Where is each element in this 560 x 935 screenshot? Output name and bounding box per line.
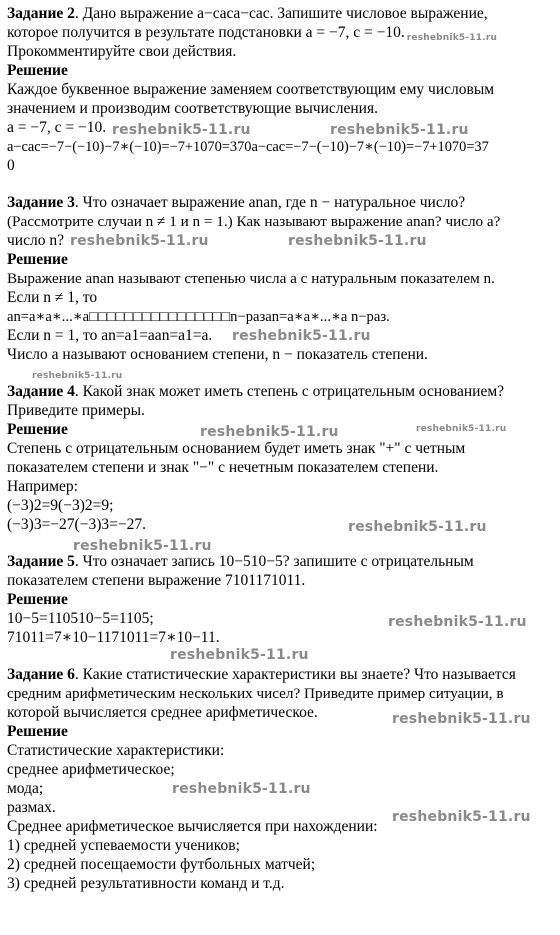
watermark: reshebnik5-11.ru [32, 371, 123, 381]
formula-line: 71011=7∗10−1171011=7∗10−11. [7, 629, 220, 646]
watermark: reshebnik5-11.ru [416, 424, 507, 434]
list-item: 1) средней успеваемости учеников; [7, 837, 240, 854]
text-line: Например: [7, 478, 78, 495]
task-3-heading: Задание 3. Что означает выражение anan, где n − натуральное число? [7, 194, 466, 211]
text-line: средним арифметическим нескольких чисел? Приведите пример ситуации, в [7, 685, 504, 702]
text-line: 0 [7, 157, 15, 174]
watermark: reshebnik5-11.ru [70, 233, 209, 249]
text-line: a = −7, c = −10. [7, 119, 107, 136]
list-item: 2) средней посещаемости футбольных матчей; [7, 856, 316, 873]
text-line: Каждое буквенное выражение заменяем соответствующим ему числовым [7, 81, 495, 98]
formula-line: (−3)3=−27(−3)3=−27. [7, 516, 146, 533]
solution-label: Решение [7, 591, 68, 608]
task-5-heading: Задание 5. Что означает запись 10−510−5? запишите с отрицательным [7, 553, 474, 570]
text-line: Если n = 1, то an=a1=aan=a1=a. [7, 327, 213, 344]
watermark: reshebnik5-11.ru [330, 122, 469, 138]
text-line: число n? [7, 232, 64, 249]
formula-line: an=a∗a∗...∗a□□□□□□□□□□□□□□□□n−разan=a∗a∗...∗a n−раз. [7, 309, 390, 325]
text-line: значением и производим соответствующие вычисления. [7, 100, 378, 117]
formula-line: a−cac=−7−(−10)−7∗(−10)=−7+1070=370a−cac=−7−(−10)−7∗(−10)=−7+1070=37 [7, 139, 489, 155]
text-line: (Рассмотрите случаи n ≠ 1 и n = 1.) Как называют выражение anan? число a? [7, 213, 501, 230]
text-line: Степень с отрицательным основанием будет иметь знак "+" с четным [7, 440, 466, 457]
formula-line: 10−5=110510−5=1105; [7, 610, 154, 627]
list-item: среднее арифметическое; [7, 761, 175, 778]
watermark: reshebnik5-11.ru [348, 519, 487, 535]
watermark: reshebnik5-11.ru [406, 33, 498, 43]
task-6-heading: Задание 6. Какие статистические характеристики вы знаете? Что называется [7, 666, 516, 683]
list-item: размах. [7, 799, 56, 816]
watermark: reshebnik5-11.ru [392, 809, 531, 825]
text-line: Приведите примеры. [7, 402, 145, 419]
text-line: Выражение anan называют степенью числа a с натуральным показателем n. [7, 270, 495, 287]
text-line: которое получится в результате подстановки a = −7, c = −10. reshebnik5-11.ru [7, 24, 498, 43]
text-line: Среднее арифметическое вычисляется при нахождении: [7, 818, 378, 835]
text-line: Прокомментируйте свои действия. [7, 43, 237, 60]
text-line: показателем степени и знак "−" с нечетным показателем степени. [7, 459, 439, 476]
solution-label: Решение [7, 62, 68, 79]
text-line: Число a называют основанием степени, n − показатель степени. [7, 346, 428, 363]
solution-label: Решение [7, 723, 68, 740]
watermark: reshebnik5-11.ru [200, 424, 339, 440]
watermark: reshebnik5-11.ru [288, 233, 427, 249]
watermark: reshebnik5-11.ru [73, 538, 212, 554]
task-4-heading: Задание 4. Какой знак может иметь степень с отрицательным основанием? [7, 383, 505, 400]
text-line: показателем степени выражение 7101171011. [7, 572, 306, 589]
list-item: Статистические характеристики: [7, 742, 225, 759]
text-line: которой вычисляется среднее арифметическое. [7, 704, 318, 721]
watermark: reshebnik5-11.ru [232, 328, 371, 344]
list-item: мода; [7, 780, 44, 797]
watermark: reshebnik5-11.ru [392, 711, 531, 727]
watermark: reshebnik5-11.ru [170, 647, 309, 663]
watermark: reshebnik5-11.ru [388, 614, 527, 630]
solution-label: Решение [7, 251, 68, 268]
text-line: Если n ≠ 1, то [7, 289, 98, 306]
list-item: 3) средней результативности команд и т.д. [7, 875, 285, 892]
watermark: reshebnik5-11.ru [112, 122, 251, 138]
task-2-heading: Задание 2. Дано выражение a−caca−cac. Запишите числовое выражение, [7, 5, 488, 22]
watermark: reshebnik5-11.ru [172, 781, 311, 797]
formula-line: (−3)2=9(−3)2=9; [7, 497, 114, 514]
solution-label: Решение [7, 421, 68, 438]
